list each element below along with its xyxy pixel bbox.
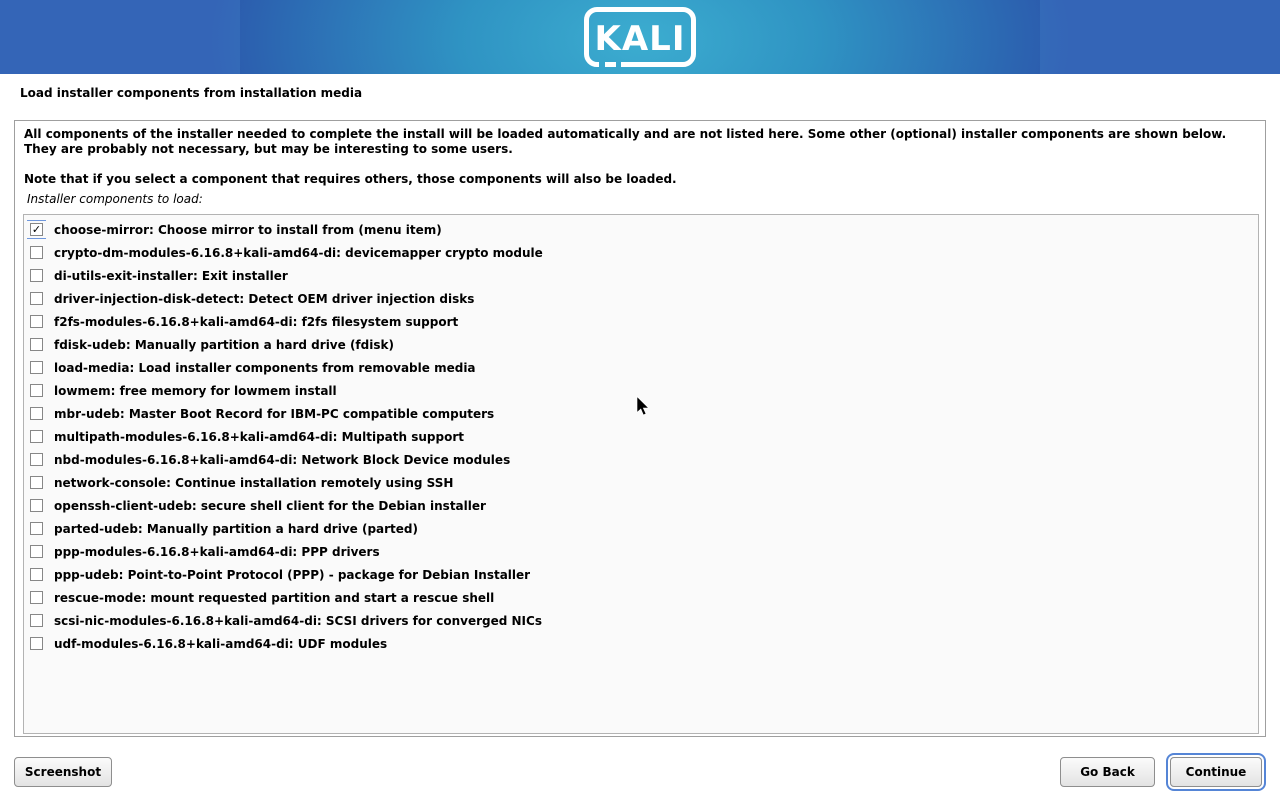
continue-button[interactable]: Continue (1170, 757, 1262, 787)
checkbox-focus-wrap (27, 335, 46, 354)
checkbox-focus-wrap (27, 565, 46, 584)
checkbox-focus-wrap (27, 473, 46, 492)
component-label: lowmem: free memory for lowmem install (54, 383, 337, 398)
screenshot-button[interactable]: Screenshot (14, 757, 112, 787)
component-checkbox[interactable] (30, 591, 43, 604)
mouse-cursor-icon (636, 396, 650, 416)
component-label: load-media: Load installer components from removable media (54, 360, 476, 375)
component-label: mbr-udeb: Master Boot Record for IBM-PC compatible computers (54, 406, 495, 421)
component-checkbox[interactable] (30, 246, 43, 259)
component-label: ppp-udeb: Point-to-Point Protocol (PPP) - package for Debian Installer (54, 567, 531, 582)
component-list-label: Installer components to load: (27, 192, 203, 206)
component-checkbox[interactable] (30, 614, 43, 627)
component-label: udf-modules-6.16.8+kali-amd64-di: UDF modules (54, 636, 388, 651)
component-list-item[interactable] (24, 425, 1258, 448)
checkbox-focus-wrap (27, 611, 46, 630)
component-label: choose-mirror: Choose mirror to install from (menu item) (54, 222, 442, 237)
checkbox-focus-wrap (27, 519, 46, 538)
component-checkbox[interactable] (30, 545, 43, 558)
component-label: fdisk-udeb: Manually partition a hard drive (fdisk) (54, 337, 394, 352)
checkbox-focus-wrap (27, 266, 46, 285)
component-label: rescue-mode: mount requested partition and start a rescue shell (54, 590, 495, 605)
checkbox-focus-wrap (27, 381, 46, 400)
component-checkbox[interactable] (30, 361, 43, 374)
component-list-item[interactable] (24, 517, 1258, 540)
checkbox-focus-wrap (27, 404, 46, 423)
component-checkbox[interactable] (30, 476, 43, 489)
component-checkbox[interactable] (30, 384, 43, 397)
main-content-box (14, 120, 1266, 737)
component-checkbox[interactable] (30, 315, 43, 328)
component-label: f2fs-modules-6.16.8+kali-amd64-di: f2fs filesystem support (54, 314, 459, 329)
component-checkbox[interactable] (30, 407, 43, 420)
component-label: parted-udeb: Manually partition a hard drive (parted) (54, 521, 419, 536)
component-checkbox[interactable] (30, 453, 43, 466)
component-checkbox[interactable] (30, 499, 43, 512)
component-label: nbd-modules-6.16.8+kali-amd64-di: Network Block Device modules (54, 452, 511, 467)
checkbox-focus-wrap (27, 358, 46, 377)
component-list-item[interactable] (24, 586, 1258, 609)
component-list-item[interactable] (24, 264, 1258, 287)
component-list-item[interactable] (24, 333, 1258, 356)
component-checkbox[interactable] (30, 338, 43, 351)
component-list-item[interactable] (24, 287, 1258, 310)
component-list[interactable] (23, 214, 1259, 734)
kali-logo-icon (581, 6, 699, 68)
checkbox-focus-wrap (27, 450, 46, 469)
checkbox-focus-wrap (27, 496, 46, 515)
component-list-item[interactable] (24, 356, 1258, 379)
component-label: di-utils-exit-installer: Exit installer (54, 268, 288, 283)
checkbox-focus-wrap (27, 588, 46, 607)
component-label: crypto-dm-modules-6.16.8+kali-amd64-di: devicemapper crypto module (54, 245, 543, 260)
component-label: multipath-modules-6.16.8+kali-amd64-di: Multipath support (54, 429, 464, 444)
svg-text:KALI: KALI (594, 19, 686, 59)
component-checkbox[interactable] (30, 637, 43, 650)
component-label: openssh-client-udeb: secure shell client for the Debian installer (54, 498, 486, 513)
component-list-item[interactable] (24, 632, 1258, 655)
component-checkbox[interactable]: ✓ (31, 223, 42, 236)
checkbox-focus-wrap (27, 289, 46, 308)
page-title: Load installer components from installation media (20, 86, 363, 100)
component-checkbox[interactable] (30, 568, 43, 581)
checkbox-focus-wrap (27, 427, 46, 446)
component-list-item[interactable] (24, 609, 1258, 632)
component-list-item[interactable] (24, 494, 1258, 517)
component-list-item[interactable] (24, 310, 1258, 333)
component-label: ppp-modules-6.16.8+kali-amd64-di: PPP drivers (54, 544, 380, 559)
component-checkbox[interactable] (30, 430, 43, 443)
component-list-item[interactable] (24, 471, 1258, 494)
component-list-item[interactable] (24, 563, 1258, 586)
component-checkbox[interactable] (30, 269, 43, 282)
component-label: network-console: Continue installation remotely using SSH (54, 475, 454, 490)
component-checkbox[interactable] (30, 522, 43, 535)
component-list-item[interactable] (24, 540, 1258, 563)
checkbox-focus-wrap (27, 634, 46, 653)
component-list-item[interactable] (24, 448, 1258, 471)
component-label: scsi-nic-modules-6.16.8+kali-amd64-di: SCSI drivers for converged NICs (54, 613, 542, 628)
checkbox-focus-wrap (27, 220, 46, 239)
go-back-button[interactable]: Go Back (1060, 757, 1155, 787)
intro-text: All components of the installer needed to complete the install will be loaded automatically and are not listed here. Some other (optional) installer components are shown below. They are probably not necessary, but may be interesting to some users. (24, 127, 1227, 156)
component-checkbox[interactable] (30, 292, 43, 305)
checkbox-focus-wrap (27, 243, 46, 262)
component-list-item[interactable] (24, 218, 1258, 241)
checkbox-focus-wrap (27, 542, 46, 561)
checkbox-focus-wrap (27, 312, 46, 331)
note-text: Note that if you select a component that requires others, those components will also be loaded. (24, 172, 677, 186)
component-list-item[interactable] (24, 241, 1258, 264)
component-label: driver-injection-disk-detect: Detect OEM driver injection disks (54, 291, 475, 306)
installer-banner (0, 0, 1280, 74)
